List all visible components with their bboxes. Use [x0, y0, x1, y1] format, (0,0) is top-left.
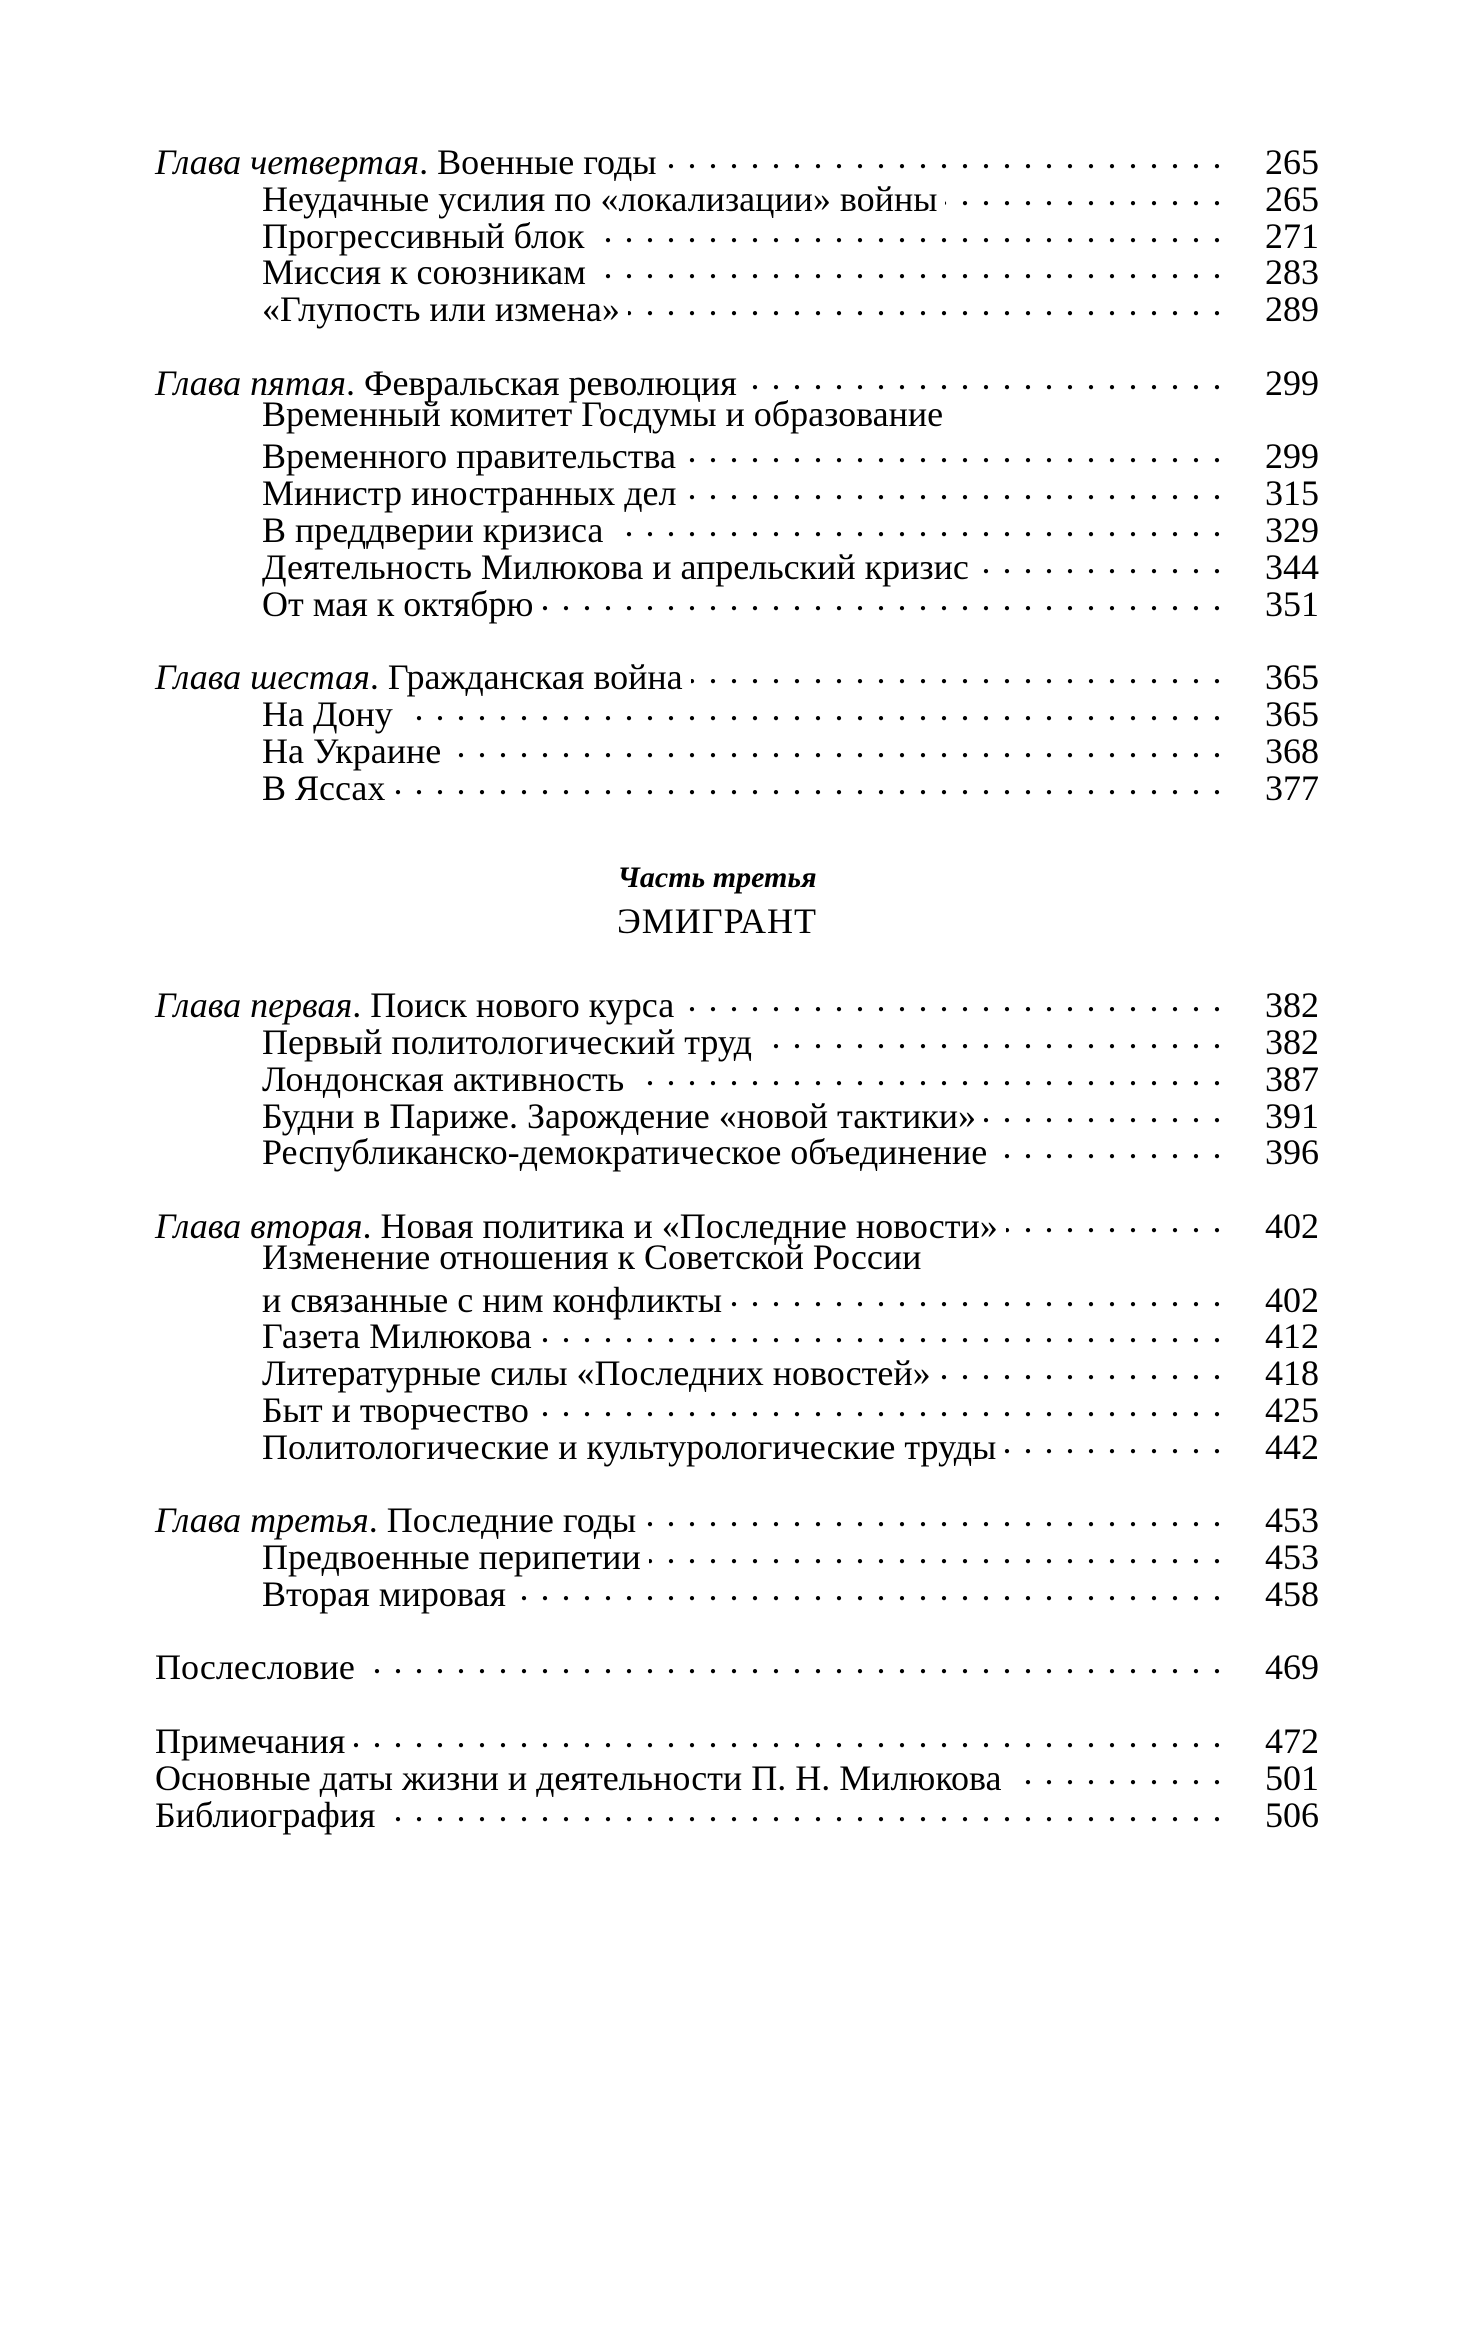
dot-leader — [353, 1717, 1223, 1753]
entry-title — [155, 215, 585, 256]
page-number: 344 — [1265, 546, 1319, 587]
section-title: и связанные с ним конфликты — [262, 1279, 723, 1320]
section-entry[interactable] — [155, 175, 1319, 219]
table-of-contents — [155, 138, 1319, 1835]
afterword-title: Послесловие — [155, 1647, 355, 1688]
afterword-entry[interactable] — [155, 1643, 1319, 1688]
spacer — [155, 944, 1319, 981]
chapter-title: . Новая политика и «Последние новости» — [362, 1205, 998, 1246]
page-number: 382 — [1265, 985, 1319, 1026]
page-number: 425 — [1265, 1389, 1319, 1430]
entry-title — [155, 475, 677, 512]
page-number: 329 — [1265, 509, 1319, 550]
section-entry[interactable] — [155, 1423, 1319, 1467]
section-entry-line — [155, 393, 1319, 434]
section-entry[interactable] — [155, 764, 1319, 808]
entry-title — [155, 1426, 997, 1467]
entry-title: Временный комитет Госдумы и образование — [262, 393, 944, 434]
section-title: «Глупость или измена» — [262, 289, 620, 330]
page-number: 391 — [1265, 1095, 1319, 1136]
appendix-title: Примечания — [155, 1721, 346, 1762]
chapter-label: Глава первая — [155, 985, 353, 1026]
chapter-label: Глава вторая — [155, 1205, 363, 1246]
appendix-title: Основные даты жизни и деятельности П. Н. Милюкова — [155, 1757, 1002, 1798]
dot-leader — [383, 1791, 1223, 1827]
section-title: В Яссах — [262, 767, 386, 808]
entry-title: Изменение отношения к Советской России — [262, 1236, 922, 1277]
section-entry[interactable] — [155, 432, 1319, 477]
dot-leader — [537, 1386, 1223, 1422]
dot-leader — [665, 138, 1223, 174]
dot-leader — [449, 727, 1223, 763]
entry-title — [155, 1389, 529, 1430]
chapter-entry[interactable] — [155, 1202, 1319, 1246]
dot-leader — [684, 432, 1223, 468]
section-entry[interactable] — [155, 1312, 1319, 1357]
section-entry[interactable] — [155, 285, 1319, 330]
entry-title — [155, 291, 620, 328]
page-number: 506 — [1265, 1794, 1319, 1835]
section-title: Политологические и культурологические труды — [262, 1426, 997, 1467]
page-number: 418 — [1265, 1353, 1319, 1394]
section-title: Прогрессивный блок — [262, 215, 585, 256]
section-entry-line — [155, 1236, 1319, 1277]
page-number: 412 — [1265, 1316, 1319, 1357]
entry-title — [155, 1095, 976, 1136]
page-number: 265 — [1265, 142, 1319, 182]
appendix-entry[interactable] — [155, 1754, 1319, 1798]
dot-leader — [984, 1092, 1223, 1128]
entry-title — [155, 509, 604, 550]
spacer — [155, 800, 1319, 858]
dot-leader — [592, 212, 1223, 248]
entry-title — [155, 1794, 376, 1835]
entry-title — [155, 767, 386, 808]
chapter-entry[interactable] — [155, 981, 1319, 1026]
chapter-label: Глава третья — [155, 1500, 369, 1541]
part-title: ЭМИГРАНТ — [617, 901, 817, 942]
page-number: 453 — [1265, 1500, 1319, 1541]
page-number: 271 — [1265, 215, 1319, 256]
chapter-label: Глава пятая — [155, 362, 346, 403]
appendix-entry[interactable] — [155, 1791, 1319, 1835]
dot-leader — [632, 1055, 1223, 1091]
chapter-title: . Последние годы — [368, 1500, 637, 1541]
page-number: 299 — [1265, 362, 1319, 403]
chapter-entry[interactable] — [155, 138, 1319, 182]
chapter-label: Глава четвертая — [155, 142, 420, 182]
appendix-entry[interactable] — [155, 1717, 1319, 1762]
section-title: Деятельность Милюкова и апрельский кризис — [262, 546, 969, 587]
dot-leader — [594, 248, 1223, 284]
dot-leader — [685, 469, 1224, 505]
dot-leader — [745, 359, 1223, 395]
page-number: 469 — [1265, 1647, 1319, 1688]
entry-title — [155, 1318, 532, 1355]
dot-leader — [730, 1276, 1223, 1312]
dot-leader — [649, 1533, 1223, 1569]
section-title: Будни в Париже. Зарождение «новой тактики» — [262, 1095, 976, 1136]
page-number: 368 — [1265, 730, 1319, 771]
chapter-title: . Февральская революция — [346, 362, 737, 403]
dot-leader — [1004, 1423, 1223, 1459]
section-entry[interactable] — [155, 1128, 1319, 1173]
section-title: Первый политологический труд — [262, 1021, 752, 1062]
dot-leader — [363, 1643, 1223, 1679]
page-number: 472 — [1265, 1721, 1319, 1762]
page-number: 458 — [1265, 1573, 1319, 1614]
section-title: Лондонская активность — [262, 1058, 625, 1099]
page-number: 396 — [1265, 1132, 1319, 1173]
section-entry[interactable] — [155, 1092, 1319, 1136]
section-entry[interactable] — [155, 727, 1319, 771]
page-number: 351 — [1265, 583, 1319, 624]
entry-title — [155, 1502, 636, 1539]
page-number: 453 — [1265, 1537, 1319, 1578]
entry-title — [155, 254, 586, 291]
section-title: На Украине — [262, 730, 442, 771]
dot-leader — [540, 1312, 1223, 1348]
section-title: В преддверии кризиса — [262, 509, 604, 550]
dot-leader — [760, 1018, 1223, 1054]
dot-leader — [995, 1128, 1223, 1164]
dot-leader — [393, 764, 1223, 800]
section-entry[interactable] — [155, 1533, 1319, 1578]
section-entry[interactable] — [155, 1276, 1319, 1320]
page-number: 442 — [1265, 1426, 1319, 1467]
page-number: 265 — [1265, 178, 1319, 219]
dot-leader — [977, 543, 1223, 579]
dot-leader — [611, 506, 1223, 542]
page-number: 315 — [1265, 473, 1319, 514]
section-entry[interactable] — [155, 1055, 1319, 1099]
dot-leader — [1006, 1202, 1223, 1238]
dot-leader — [514, 1570, 1223, 1606]
page-number: 377 — [1265, 767, 1319, 808]
section-entry[interactable] — [155, 1349, 1319, 1394]
section-title: Министр иностранных дел — [262, 473, 677, 514]
entry-title — [155, 583, 534, 624]
page-number: 402 — [1265, 1205, 1319, 1246]
entry-title — [155, 693, 393, 734]
chapter-title: . Военные годы — [419, 142, 657, 182]
section-title: Предвоенные перипетии — [262, 1537, 641, 1578]
section-title: Быт и творчество — [262, 1389, 529, 1430]
chapter-entry[interactable] — [155, 359, 1319, 403]
page-number: 402 — [1265, 1279, 1319, 1320]
page-number: 283 — [1265, 252, 1319, 293]
page-number: 365 — [1265, 693, 1319, 734]
entry-title — [155, 1058, 625, 1099]
page-number: 289 — [1265, 289, 1319, 330]
section-entry[interactable] — [155, 543, 1319, 587]
page-number: 387 — [1265, 1058, 1319, 1099]
entry-title — [155, 987, 674, 1024]
section-entry[interactable] — [155, 580, 1319, 624]
page-number: 299 — [1265, 436, 1319, 477]
section-entry[interactable] — [155, 212, 1319, 256]
page-number: 501 — [1265, 1757, 1319, 1798]
entry-title — [155, 1134, 987, 1171]
section-title: Литературные силы «Последних новостей» — [262, 1353, 931, 1394]
section-title: Временного правительства — [262, 436, 676, 477]
dot-leader — [401, 690, 1223, 726]
section-title: Вторая мировая — [262, 1573, 506, 1614]
chapter-label: Глава шестая — [155, 657, 370, 698]
chapter-title: . Поиск нового курса — [352, 985, 675, 1026]
section-title: Миссия к союзникам — [262, 252, 586, 293]
dot-leader — [628, 285, 1223, 321]
entry-title — [155, 438, 676, 475]
section-entry[interactable] — [155, 1018, 1319, 1062]
chapter-title: . Гражданская война — [369, 657, 683, 698]
section-title: Республиканско-демократическое объединение — [262, 1132, 988, 1173]
section-title: На Дону — [262, 693, 393, 734]
dot-leader — [1010, 1754, 1224, 1790]
section-entry[interactable] — [155, 469, 1319, 514]
page-number: 365 — [1265, 657, 1319, 698]
dot-leader — [644, 1496, 1223, 1532]
entry-title — [155, 144, 657, 181]
dot-leader — [541, 580, 1223, 616]
section-title: Неудачные усилия по «локализации» войны — [262, 178, 938, 219]
chapter-entry[interactable] — [155, 653, 1319, 698]
section-entry[interactable] — [155, 248, 1319, 293]
entry-title — [155, 1723, 345, 1760]
dot-leader — [945, 175, 1223, 211]
appendix-title: Библиография — [155, 1794, 376, 1835]
entry-title — [155, 1573, 506, 1614]
dot-leader — [682, 981, 1223, 1017]
section-entry[interactable] — [155, 1570, 1319, 1614]
chapter-entry[interactable] — [155, 1496, 1319, 1541]
part-heading — [115, 858, 1319, 944]
part-label: Часть третья — [617, 861, 817, 895]
section-entry[interactable] — [155, 690, 1319, 734]
section-entry[interactable] — [155, 1386, 1319, 1430]
entry-title — [155, 1649, 355, 1686]
page-number: 382 — [1265, 1021, 1319, 1062]
section-title: Газета Милюкова — [262, 1316, 532, 1357]
dot-leader — [939, 1349, 1223, 1385]
section-title: От мая к октябрю — [262, 583, 534, 624]
section-entry[interactable] — [155, 506, 1319, 550]
dot-leader — [691, 653, 1223, 689]
